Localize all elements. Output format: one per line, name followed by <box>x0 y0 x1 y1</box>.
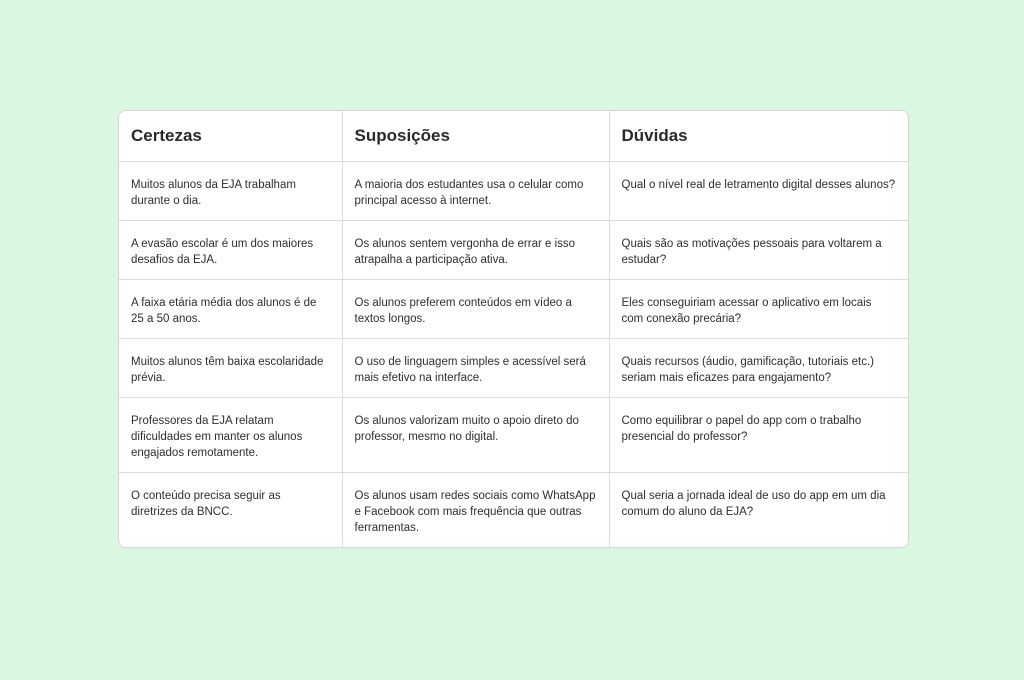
column-header-suposicoes: Suposições <box>342 111 609 161</box>
cell-certeza: A faixa etária média dos alunos é de 25 a 50 anos. <box>119 279 342 338</box>
cell-duvida: Qual seria a jornada ideal de uso do app em um dia comum do aluno da EJA? <box>621 489 886 518</box>
cell-certeza: Muitos alunos têm baixa escolaridade prévia. <box>119 338 342 397</box>
cell-duvida: Eles conseguiriam acessar o aplicativo em locais com conexão precária? <box>609 279 908 338</box>
cell-suposicao: O uso de linguagem simples e acessível será mais efetivo na interface. <box>342 338 609 397</box>
cell-suposicao: Os alunos usam redes sociais como WhatsApp e Facebook com mais frequência que outras ferramentas. <box>342 472 609 547</box>
cell-suposicao: Os alunos valorizam muito o apoio direto do professor, mesmo no digital. <box>342 397 609 472</box>
table-row <box>119 397 908 472</box>
cell-certeza: Professores da EJA relatam dificuldades em manter os alunos engajados remotamente. <box>119 397 342 472</box>
table-row <box>119 279 908 338</box>
cell-duvida: Quais são as motivações pessoais para voltarem a estudar? <box>609 220 908 279</box>
cell-certeza: O conteúdo precisa seguir as diretrizes da BNCC. <box>119 472 342 547</box>
cell-duvida: Quais recursos (áudio, gamificação, tutoriais etc.) seriam mais eficazes para engajamento? <box>609 338 908 397</box>
cell-suposicao: Os alunos preferem conteúdos em vídeo a textos longos. <box>342 279 609 338</box>
cell-certeza: Muitos alunos da EJA trabalham durante o dia. <box>119 161 342 220</box>
table-header-row <box>119 111 908 161</box>
cell-suposicao: A maioria dos estudantes usa o celular como principal acesso à internet. <box>342 161 609 220</box>
csd-matrix-table <box>118 110 909 548</box>
csd-table <box>119 111 908 547</box>
cell-duvida: Qual o nível real de letramento digital desses alunos? <box>609 161 908 220</box>
table-row <box>119 161 908 220</box>
column-header-duvidas: Dúvidas <box>609 111 908 161</box>
column-header-certezas: Certezas <box>119 111 342 161</box>
table-row <box>119 220 908 279</box>
cell-suposicao: Os alunos sentem vergonha de errar e isso atrapalha a participação ativa. <box>342 220 609 279</box>
table-row <box>119 472 908 547</box>
cell-duvida: Como equilibrar o papel do app com o trabalho presencial do professor? <box>609 397 908 472</box>
table-row <box>119 338 908 397</box>
cell-certeza: A evasão escolar é um dos maiores desafios da EJA. <box>119 220 342 279</box>
